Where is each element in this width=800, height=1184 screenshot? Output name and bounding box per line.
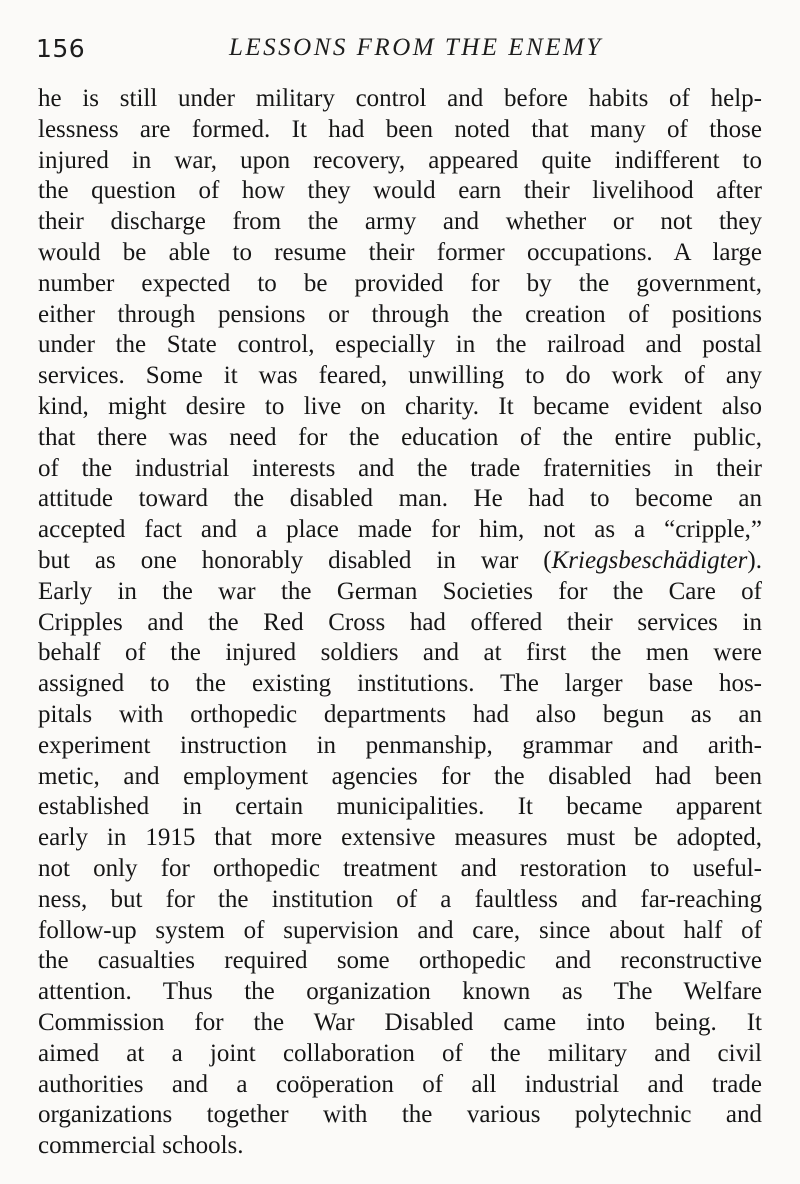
text-line: that there was need for the education of the entire public, <box>38 423 762 451</box>
text-line: either through pensions or through the creation of positions <box>38 300 762 328</box>
text-line-with-italic <box>38 546 762 577</box>
running-head: LESSONS FROM THE ENEMY <box>229 34 603 61</box>
text-fragment: but as one honorably disabled in war ( <box>38 546 552 574</box>
text-line: follow-up system of supervision and care, since about half of <box>38 916 762 944</box>
text-line: pitals with orthopedic departments had also begun as an <box>38 700 762 728</box>
body-paragraph <box>38 84 762 1162</box>
text-line: their discharge from the army and whether or not they <box>38 208 762 236</box>
text-line: Early in the war the German Societies for the Care of <box>38 577 762 605</box>
text-line: early in 1915 that more extensive measures must be adopted, <box>38 824 762 852</box>
text-line: assigned to the existing institutions. The larger base hos- <box>38 670 762 698</box>
text-line: he is still under military control and before habits of help- <box>38 85 762 112</box>
text-line: behalf of the injured soldiers and at first the men were <box>38 639 762 667</box>
text-line: aimed at a joint collaboration of the military and civil <box>38 1039 762 1067</box>
text-line: established in certain municipalities. It became apparent <box>38 793 762 821</box>
text-line: kind, might desire to live on charity. It became evident also <box>38 392 762 420</box>
page-header <box>36 34 764 70</box>
italic-term: Kriegsbeschädigter <box>551 546 748 574</box>
text-line: injured in war, upon recovery, appeared quite indifferent to <box>38 146 762 174</box>
text-line: experiment instruction in penmanship, grammar and arith- <box>38 731 762 759</box>
text-line: services. Some it was feared, unwilling to do work of any <box>38 362 762 390</box>
text-line: metic, and employment agencies for the disabled had been <box>38 762 762 790</box>
page-number: 156 <box>36 34 86 63</box>
text-line: attention. Thus the organization known as The Welfare <box>38 978 762 1006</box>
text-line: Commission for the War Disabled came into being. It <box>38 1008 762 1036</box>
text-line: the question of how they would earn their livelihood after <box>38 177 762 205</box>
text-line: number expected to be provided for by the government, <box>38 269 762 297</box>
text-line-last: commercial schools. <box>38 1132 244 1160</box>
text-line: Cripples and the Red Cross had offered their services in <box>38 608 762 636</box>
text-line: the casualties required some orthopedic and reconstructive <box>38 947 762 975</box>
text-line: lessness are formed. It had been noted that many of those <box>38 115 762 143</box>
text-line: accepted fact and a place made for him, not as a “cripple,” <box>38 516 762 544</box>
text-line: attitude toward the disabled man. He had to become an <box>38 485 762 513</box>
text-line: under the State control, especially in the railroad and postal <box>38 331 762 359</box>
text-line: of the industrial interests and the trade fraternities in their <box>38 454 762 482</box>
text-line: would be able to resume their former occupations. A large <box>38 238 762 266</box>
text-fragment: ). <box>747 546 762 574</box>
text-line: not only for orthopedic treatment and restoration to useful- <box>38 854 762 882</box>
text-line: organizations together with the various polytechnic and <box>38 1101 762 1129</box>
text-line: authorities and a coöperation of all industrial and trade <box>38 1070 762 1098</box>
text-line: ness, but for the institution of a faultless and far-reaching <box>38 885 762 913</box>
